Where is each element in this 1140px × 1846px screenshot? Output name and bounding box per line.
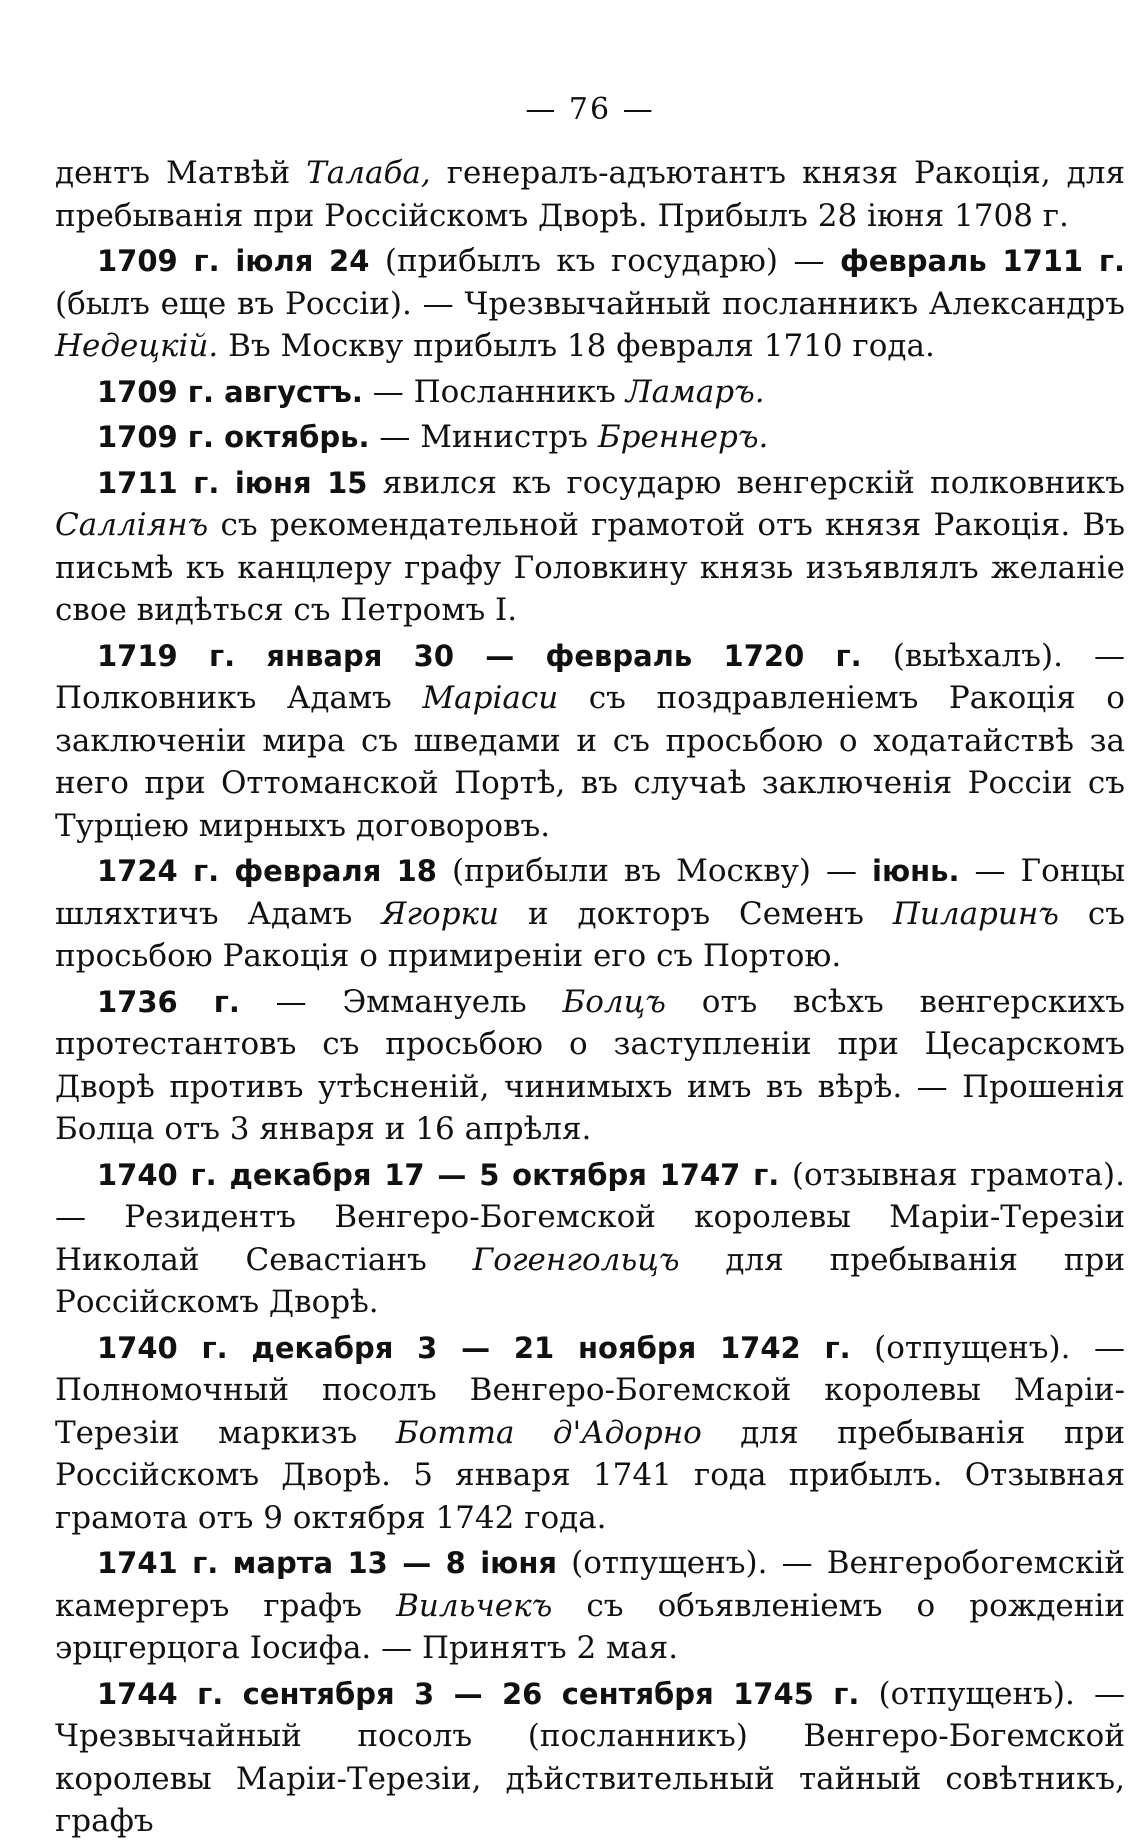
date-range: 1736 г. (97, 984, 240, 1019)
person-name: Талаба, (306, 155, 431, 191)
body-text: дентъ Матвѣй (55, 155, 307, 191)
date-range: 1709 г. іюля 24 (97, 244, 370, 278)
paragraph (55, 462, 1125, 632)
person-name: Вильчекъ (396, 1587, 553, 1624)
body-text: — Министръ (369, 419, 598, 455)
body-text: для пребыванія при Россійскомъ Дворѣ. 5 января 1741 года прибылъ. Отзывная грамота отъ 9 октября 1742 года. (55, 1414, 1125, 1536)
date-range: 1744 г. сентября 3 — 26 сентября 1745 г. (97, 1676, 860, 1711)
paragraph (55, 416, 1125, 459)
body-text: (прибылъ къ государю) — (369, 243, 840, 279)
date-range: 1740 г. декабря 3 — 21 ноября 1742 г. (97, 1330, 851, 1365)
body-text: (отпущенъ). — Венгеробогемскій камергеръ графъ (55, 1545, 1125, 1624)
body-text: съ просьбою Ракоція о примиреніи его съ Портою. (55, 895, 1125, 974)
date-range: 1709 г. августъ. (97, 374, 363, 409)
body-text: (отзывная грамота).— Резидентъ Венгеро-Богемской королевы Маріи-Терезіи Николай Севастіанъ (55, 1156, 1125, 1278)
body-text: Въ Москву прибылъ 18 февраля 1710 года. (218, 328, 935, 364)
paragraph (55, 850, 1125, 978)
paragraph (55, 1673, 1125, 1843)
body-text: — Гонцы шляхтичъ Адамъ (55, 853, 1126, 932)
date-range: 1741 г. марта 13 — 8 іюня (97, 1546, 557, 1580)
paragraph (55, 371, 1125, 414)
body-text: генералъ-адъютантъ князя Ракоція, для пребыванія при Россійскомъ Дворѣ. Прибылъ 28 іюня 1708 г. (55, 155, 1125, 234)
body-text: явился къ государю венгерскій полковникъ (367, 464, 1125, 501)
body-text: съ рекомендательной грамотой отъ князя Ракоція. Въ письмѣ къ канцлеру графу Головкину князь изъявлялъ желаніе свое видѣться съ Петромъ I. (55, 507, 1125, 628)
body-text: (выѣхалъ). — Полковникъ Адамъ (55, 637, 1126, 716)
date-range: 1724 г. февраля 18 (97, 854, 437, 888)
body-text: съ поздравленіемъ Ракоція о заключеніи мира съ шведами и съ просьбою о ходатайствѣ за него при Оттоманской Портѣ, въ случаѣ заключенія Россіи съ Турціею мирныхъ договоровъ. (55, 680, 1125, 844)
body-text: отъ всѣхъ венгерскихъ протестантовъ съ просьбою о заступленіи при Цесарскомъ Дворѣ противъ утѣсненій, чинимыхъ имъ въ вѣрѣ. — Прошенія Болца отъ 3 января и 16 апрѣля. (55, 983, 1126, 1147)
body-text: съ объявленіемъ о рожденіи эрцгерцога Іосифа. — Принятъ 2 мая. (55, 1587, 1126, 1666)
person-name: Салліянъ (55, 507, 209, 543)
body-text: — Посланникъ (362, 373, 626, 410)
book-page (55, 90, 1125, 1846)
text-body (55, 152, 1125, 1843)
paragraph (55, 1327, 1125, 1540)
date-range: 1709 г. октябрь. (97, 420, 370, 454)
person-name: Ягорки (381, 895, 500, 932)
paragraph (55, 240, 1125, 368)
paragraph (55, 635, 1125, 848)
paragraph (55, 1154, 1125, 1324)
person-name: Болцъ (562, 983, 666, 1020)
paragraph (55, 981, 1125, 1151)
date-range: 1719 г. января 30 — февраль 1720 г. (97, 638, 862, 673)
date-range: 1711 г. іюня 15 (97, 465, 368, 500)
person-name: Недецкій. (55, 328, 219, 364)
date-range: 1740 г. декабря 17 — 5 октября 1747 г. (97, 1157, 780, 1192)
body-text: и докторъ Семенъ (499, 895, 893, 932)
paragraph (55, 152, 1125, 237)
person-name: Бреннеръ. (597, 419, 769, 455)
person-name: Ламаръ. (625, 373, 765, 410)
body-text: для пребыванія при Россійскомъ Дворѣ. (55, 1241, 1125, 1320)
body-text: (отпущенъ). — Чрезвычайный посолъ (посланникъ) Венгеро-Богемской королевы Маріи-Терезіи, дѣйствительный тайный совѣтникъ, графъ (55, 1675, 1125, 1839)
person-name: Гогенгольцъ (472, 1241, 680, 1278)
date-range: февраль 1711 г. (839, 244, 1126, 278)
body-text: (былъ еще въ Россіи). — Чрезвычайный посланникъ Александръ (55, 285, 1125, 322)
date-range: іюнь. (872, 854, 960, 888)
body-text: — Эммануель (239, 983, 563, 1020)
paragraph (55, 1542, 1125, 1670)
person-name: Пиларинъ (892, 895, 1059, 932)
person-name: Ботта д'Адорно (395, 1414, 702, 1451)
person-name: Маріаси (422, 680, 559, 716)
body-text: (отпущенъ). — Полномочный посолъ Венгеро-Богемской королевы Маріи-Терезіи маркизъ (55, 1329, 1125, 1451)
body-text: (прибыли въ Москву) — (436, 853, 873, 889)
page-number: — 76 — (525, 92, 655, 127)
